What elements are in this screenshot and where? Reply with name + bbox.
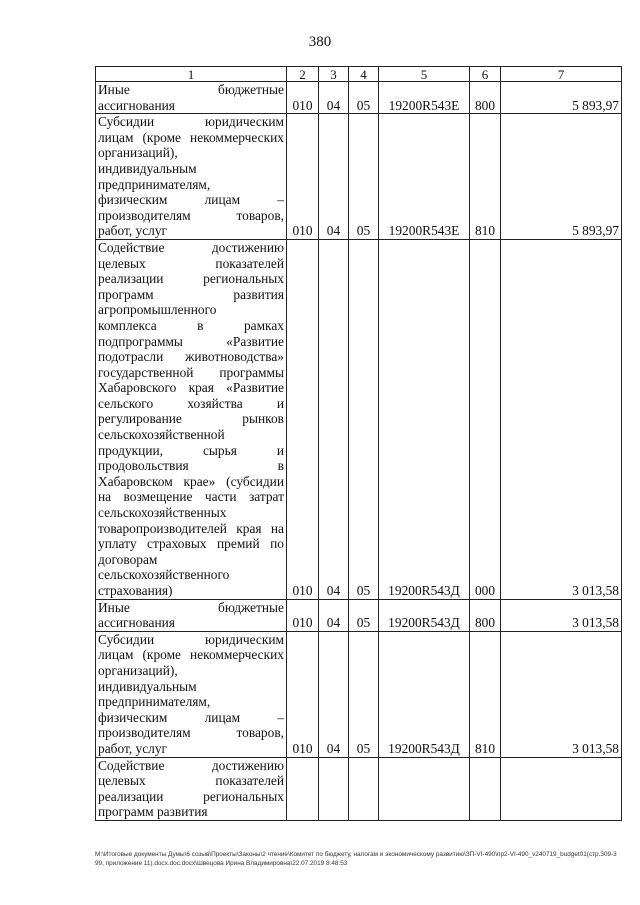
row-name-line: страхования) bbox=[98, 583, 173, 598]
row-name-line: программ развития bbox=[98, 286, 284, 302]
item-code: 05 bbox=[349, 114, 379, 240]
amount: 5 893,97 bbox=[501, 82, 622, 114]
target-article-code: 19200R543Д bbox=[379, 239, 470, 599]
item-code: 05 bbox=[349, 599, 379, 631]
row-name-line: регулирование рынков bbox=[98, 411, 284, 427]
expense-type-code: 000 bbox=[470, 239, 501, 599]
row-name-line: уплату страховых премий по bbox=[98, 536, 284, 552]
row-name-line: работ, услуг bbox=[98, 223, 168, 239]
row-name-line: подпрограммы «Развитие bbox=[98, 333, 284, 349]
item-code: 05 bbox=[349, 239, 379, 599]
row-name-line: производителям товаров, bbox=[98, 207, 284, 223]
column-header-3: 3 bbox=[319, 67, 349, 82]
row-name-line: ассигнования bbox=[98, 615, 175, 631]
subsection-code: 04 bbox=[319, 239, 349, 599]
section-code: 010 bbox=[287, 114, 319, 240]
row-name-line: лицам (кроме некоммерческих bbox=[98, 129, 284, 145]
table-row bbox=[96, 239, 622, 599]
target-article-code: 19200R543Д bbox=[379, 599, 470, 631]
column-header-4: 4 bbox=[349, 67, 379, 82]
column-header-6: 6 bbox=[470, 67, 501, 82]
section-code: 010 bbox=[287, 239, 319, 599]
target-article-code bbox=[379, 757, 470, 820]
row-name bbox=[96, 599, 287, 631]
budget-table bbox=[95, 66, 622, 821]
subsection-code bbox=[319, 757, 349, 820]
column-header-2: 2 bbox=[287, 67, 319, 82]
expense-type-code: 810 bbox=[470, 631, 501, 757]
row-name-line: Иные бюджетные bbox=[98, 599, 284, 615]
page-number: 380 bbox=[308, 34, 332, 50]
row-name-line: лицам (кроме некоммерческих bbox=[98, 647, 284, 663]
row-name-line: реализации региональных bbox=[98, 271, 284, 287]
row-name-line: Субсидии юридическим bbox=[98, 114, 284, 130]
section-code bbox=[287, 757, 319, 820]
row-name-line: сельскохозяйственного bbox=[98, 567, 230, 583]
section-code: 010 bbox=[287, 631, 319, 757]
row-name-line: реализации региональных bbox=[98, 788, 284, 804]
row-name-line: продовольствия в bbox=[98, 458, 284, 474]
row-name-line: организаций), bbox=[98, 662, 178, 678]
amount bbox=[501, 757, 622, 820]
row-name-line: целевых показателей bbox=[98, 255, 284, 271]
row-name-line: Хабаровского края «Развитие bbox=[98, 380, 284, 396]
row-name-line: комплекса в рамках bbox=[98, 317, 284, 333]
row-name-line: Субсидии юридическим bbox=[98, 631, 284, 647]
row-name-line: договорам bbox=[98, 551, 158, 567]
table-row bbox=[96, 599, 622, 631]
subsection-code: 04 bbox=[319, 114, 349, 240]
table-row bbox=[96, 631, 622, 757]
item-code: 05 bbox=[349, 82, 379, 114]
section-code: 010 bbox=[287, 599, 319, 631]
row-name-line: товаропроизводителей края на bbox=[98, 520, 284, 536]
target-article-code: 19200R543E bbox=[379, 82, 470, 114]
row-name-line: сельскохозяйственной bbox=[98, 427, 225, 443]
row-name-line: индивидуальным bbox=[98, 678, 197, 694]
row-name-line: Содействие достижению bbox=[98, 757, 284, 773]
table-row bbox=[96, 114, 622, 240]
row-name bbox=[96, 82, 287, 114]
table-row bbox=[96, 757, 622, 820]
amount: 5 893,97 bbox=[501, 114, 622, 240]
row-name-line: предпринимателям, bbox=[98, 694, 211, 710]
row-name-line: программ развития bbox=[98, 804, 208, 820]
row-name-line: Иные бюджетные bbox=[98, 82, 284, 97]
amount: 3 013,58 bbox=[501, 631, 622, 757]
row-name bbox=[96, 631, 287, 757]
column-header-1: 1 bbox=[96, 67, 287, 82]
amount: 3 013,58 bbox=[501, 599, 622, 631]
expense-type-code: 810 bbox=[470, 114, 501, 240]
row-name-line: государственной программы bbox=[98, 364, 284, 380]
row-name-line: организаций), bbox=[98, 145, 178, 161]
column-header-7: 7 bbox=[501, 67, 622, 82]
expense-type-code: 800 bbox=[470, 599, 501, 631]
row-name-line: предпринимателям, bbox=[98, 176, 211, 192]
row-name-line: индивидуальным bbox=[98, 160, 197, 176]
subsection-code: 04 bbox=[319, 631, 349, 757]
row-name bbox=[96, 114, 287, 240]
row-name bbox=[96, 239, 287, 599]
row-name-line: производителям товаров, bbox=[98, 725, 284, 741]
row-name bbox=[96, 757, 287, 820]
row-name-line: подотрасли животноводства» bbox=[98, 349, 284, 365]
target-article-code: 19200R543Д bbox=[379, 631, 470, 757]
document-path-footer: M:\Итоговые документы Думы\6 созыв\Проекты\Законы\2 чтение\Комитет по бюджету, налогам и экономическому развитию\ЗП-VI-490\пр2-VI-490_v240719_budget01(стр.309-399, приложение 11).docx.doc.docx\Швецова Ирина Владимировна\22.07.2019 8:48:53 bbox=[95, 851, 617, 867]
row-name-line: на возмещение части затрат bbox=[98, 489, 284, 505]
item-code bbox=[349, 757, 379, 820]
expense-type-code bbox=[470, 757, 501, 820]
row-name-line: физическим лицам – bbox=[98, 709, 284, 725]
row-name-line: продукции, сырья и bbox=[98, 442, 284, 458]
subsection-code: 04 bbox=[319, 82, 349, 114]
row-name-line: работ, услуг bbox=[98, 740, 168, 756]
row-name-line: физическим лицам – bbox=[98, 192, 284, 208]
row-name-line: сельского хозяйства и bbox=[98, 395, 284, 411]
section-code: 010 bbox=[287, 82, 319, 114]
row-name-line: Хабаровском крае» (субсидии bbox=[98, 473, 284, 489]
row-name-line: агропромышленного bbox=[98, 302, 217, 318]
row-name-line: сельскохозяйственных bbox=[98, 505, 227, 521]
amount: 3 013,58 bbox=[501, 239, 622, 599]
subsection-code: 04 bbox=[319, 599, 349, 631]
item-code: 05 bbox=[349, 631, 379, 757]
table-header-row bbox=[96, 67, 622, 82]
row-name-line: ассигнования bbox=[98, 97, 175, 113]
expense-type-code: 800 bbox=[470, 82, 501, 114]
target-article-code: 19200R543E bbox=[379, 114, 470, 240]
row-name-line: Содействие достижению bbox=[98, 239, 284, 255]
row-name-line: целевых показателей bbox=[98, 773, 284, 789]
table-row bbox=[96, 82, 622, 114]
column-header-5: 5 bbox=[379, 67, 470, 82]
